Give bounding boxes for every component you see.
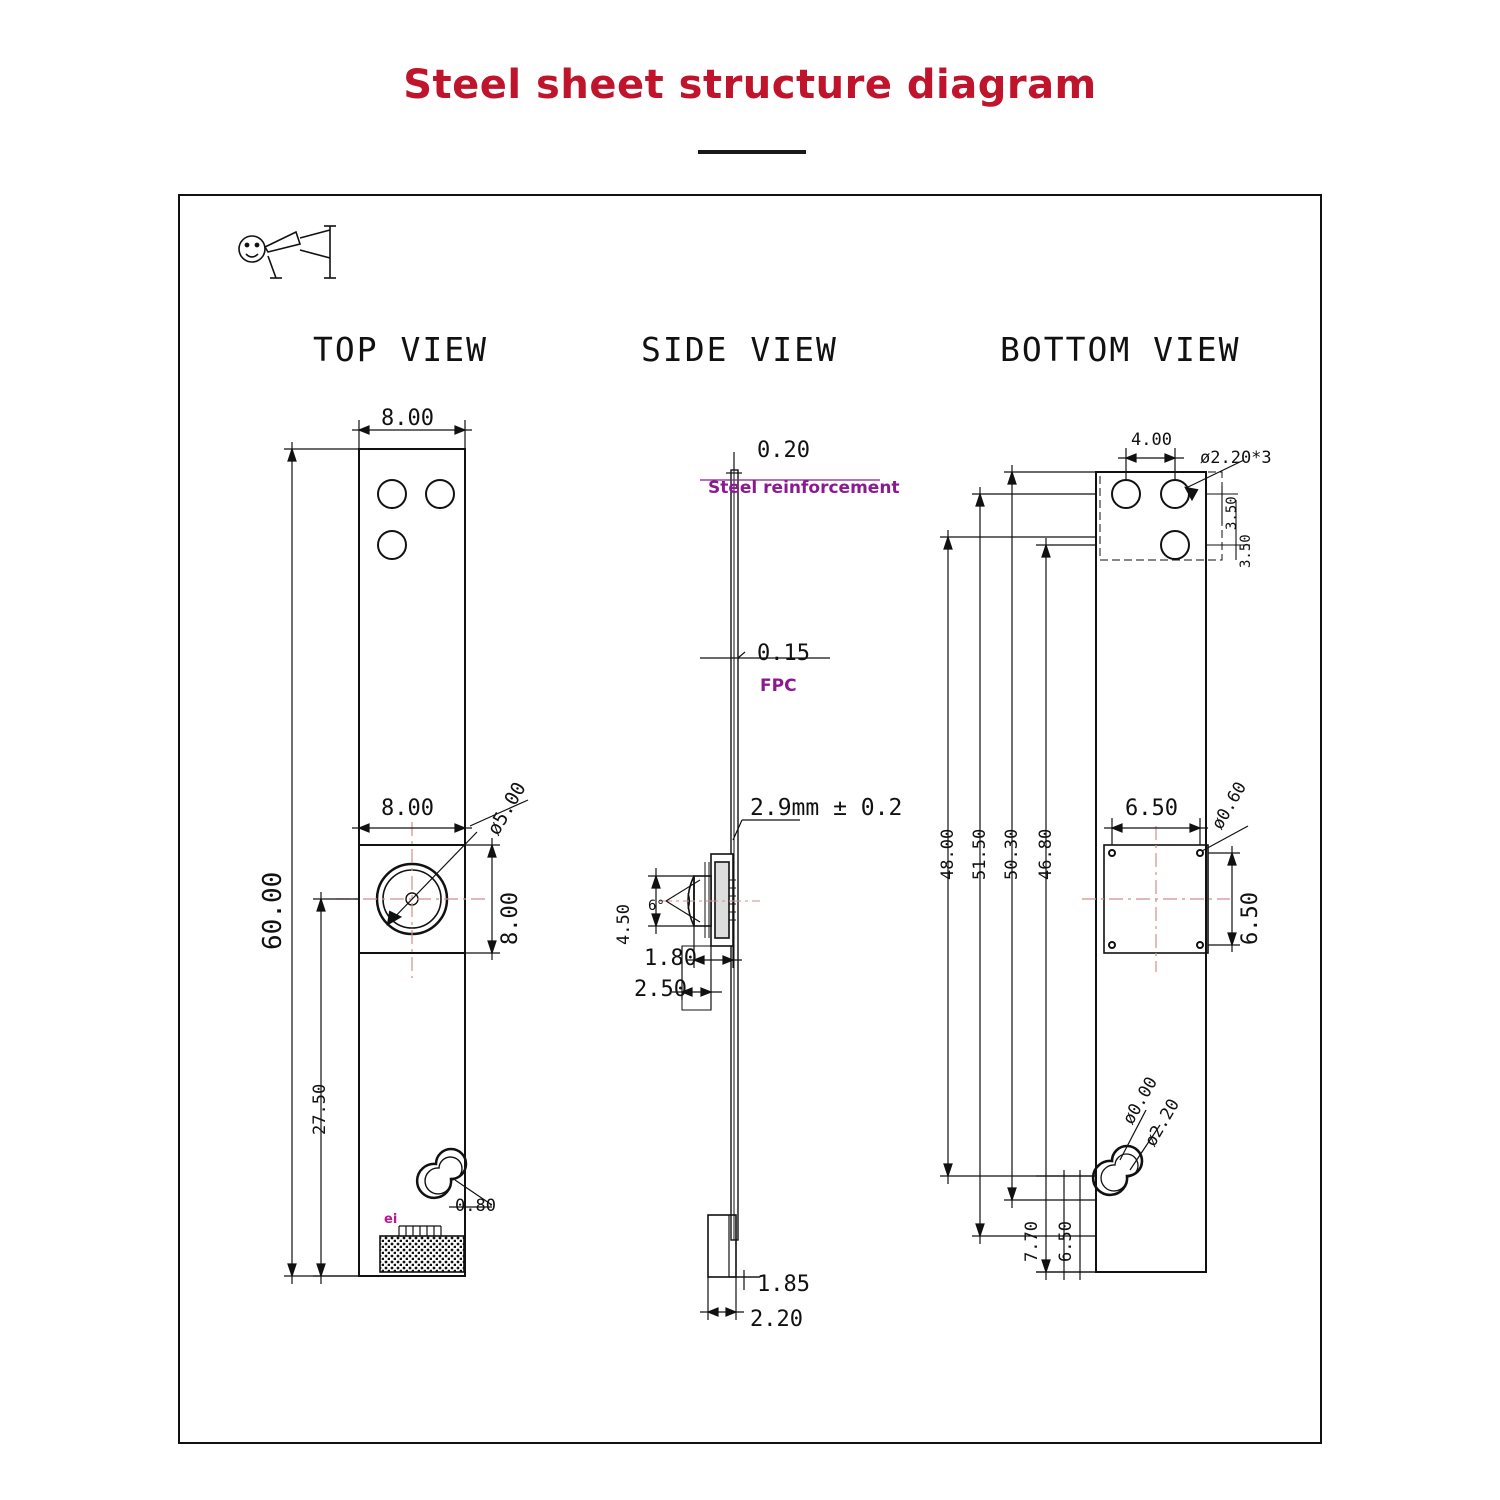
dim-overall-1: 48.00 bbox=[938, 828, 958, 880]
dim-steel-thickness: 0.20 bbox=[757, 438, 810, 463]
dim-pad-diameter: ø0.60 bbox=[1208, 778, 1251, 833]
dim-hole-diameter: ø2.20*3 bbox=[1200, 448, 1272, 468]
dim-overall-2: 51.50 bbox=[970, 828, 990, 880]
dim-hole-pitch: 4.00 bbox=[1131, 430, 1172, 450]
dim-overall-3: 50.30 bbox=[1002, 828, 1022, 880]
dim-slot-diameter-2: ø2.20 bbox=[1141, 1095, 1184, 1150]
dim-lens-height: 4.50 bbox=[614, 904, 634, 945]
dim-slot-diameter-1: ø0.00 bbox=[1119, 1073, 1162, 1128]
dim-connector-offset: 27.50 bbox=[310, 1083, 330, 1135]
dim-overall-4: 46.80 bbox=[1036, 828, 1056, 880]
dim-module-height: 2.9mm ± 0.2 bbox=[750, 795, 903, 821]
drawing-stamp-mark bbox=[239, 226, 336, 278]
side-view-geometry bbox=[648, 452, 880, 1320]
dim-lens-block-height: 8.00 bbox=[498, 892, 523, 945]
dim-connector-height: 1.85 bbox=[757, 1272, 810, 1297]
dim-base-depth: 2.50 bbox=[634, 977, 687, 1002]
dim-fpc-thickness: 0.15 bbox=[757, 641, 810, 666]
heading-side-view: SIDE VIEW bbox=[641, 330, 838, 369]
dim-lens-block-width: 8.00 bbox=[381, 796, 434, 821]
pad-note-label: ei bbox=[384, 1212, 398, 1227]
dim-connector-width: 2.20 bbox=[750, 1307, 803, 1332]
steel-reinforcement-note: Steel reinforcement bbox=[708, 478, 900, 498]
heading-top-view: TOP VIEW bbox=[313, 330, 488, 369]
dim-barrel-depth: 1.80 bbox=[644, 946, 697, 971]
dim-pad-width: 6.50 bbox=[1125, 796, 1178, 821]
dim-small-hole: 0.80 bbox=[455, 1196, 496, 1216]
dim-hole-offset-2: 3.50 bbox=[1238, 534, 1254, 568]
dim-lens-diameter: ø5.00 bbox=[483, 778, 531, 839]
dim-pad-height: 6.50 bbox=[1238, 892, 1263, 945]
dim-hole-offset-1: 3.50 bbox=[1224, 496, 1240, 530]
fpc-note: FPC bbox=[760, 676, 797, 696]
dim-top-width: 8.00 bbox=[381, 406, 434, 431]
dim-slot-offset-2: 6.50 bbox=[1056, 1221, 1076, 1262]
dim-lens-angle: 6° bbox=[648, 898, 665, 914]
dim-overall-length: 60.00 bbox=[258, 871, 288, 950]
top-view-geometry bbox=[284, 420, 528, 1284]
heading-bottom-view: BOTTOM VIEW bbox=[1000, 330, 1241, 369]
page-title: Steel sheet structure diagram bbox=[403, 62, 1097, 108]
dim-slot-offset-1: 7.70 bbox=[1022, 1221, 1042, 1262]
